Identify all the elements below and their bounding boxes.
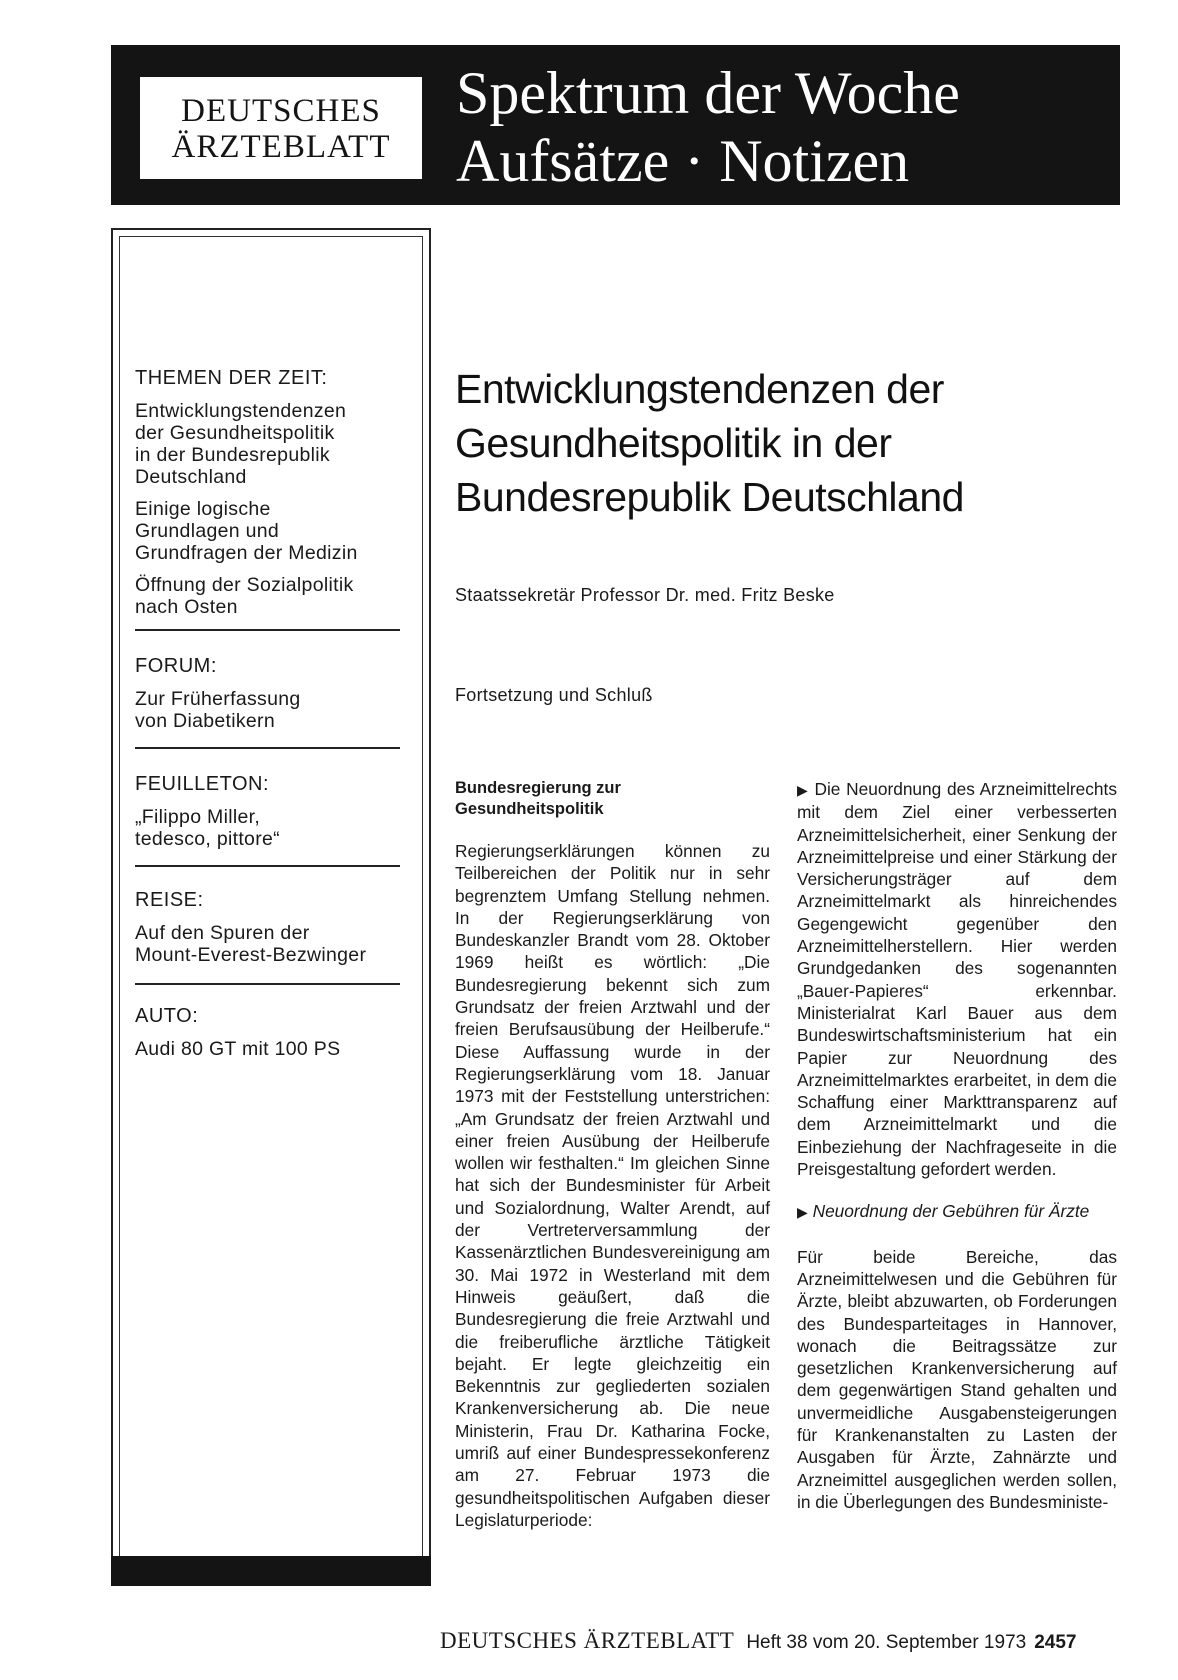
article-paragraph: Für beide Bereiche, das Arzneimittelwesen und die Gebühren für Ärzte, bleibt abzuwarten, ob Forderungen des Bundesparteitages in Hannover, wonach die Beitragssätze zur gesetzlichen Krankenversicherung auf dem gegenwärtigen Stand gehalten und unvermeidliche Ausgabensteigerungen für Krankenanstalten zu Lasten der Ausgaben für Ärzte, Zahnärzte und Arzneimittel ausgeglichen werden sollen, in die Überlegungen des Bundesministe- [797, 1246, 1117, 1512]
section-divider [135, 983, 400, 985]
contents-item[interactable]: Auf den Spuren der Mount-Everest-Bezwinger [135, 922, 367, 966]
section-divider [135, 629, 400, 631]
article-bullet-heading [797, 1200, 1117, 1223]
footer-issue: Heft 38 vom 20. September 1973 [746, 1632, 1027, 1653]
section-auto [135, 1005, 410, 1070]
article-column-2 [797, 778, 1117, 1513]
section-feuilleton [135, 773, 410, 860]
section-divider [135, 747, 400, 749]
section-forum [135, 655, 410, 742]
masthead [111, 45, 1120, 205]
section-divider [135, 865, 400, 867]
section-reise [135, 889, 410, 976]
section-themen [135, 367, 410, 628]
article-paragraph: Regierungserklärungen können zu Teilbereichen der Politik nur in sehr begrenztem Umfang Stellung nehmen. In der Regierungserklärung von Bundeskanzler Brandt vom 28. Oktober 1969 heißt es wörtlich: „Die Bundesregierung bekennt sich zum Grundsatz der freien Arztwahl und der freien Berufsausübung der Heilberufe.“ Diese Auffassung wurde in der Regierungserklärung vom 18. Januar 1973 mit der Feststellung unterstrichen: „Am Grundsatz der freien Arztwahl und einer freien Ausübung der Heilberufe wollen wir festhalten.“ Im gleichen Sinne hat sich der Bundesminister für Arbeit und Sozialordnung, Walter Arendt, auf der Vertreterversammlung der Kassenärztlichen Bundesvereinigung am 30. Mai 1972 in Westerland mit dem Hinweis geäußert, daß die Bundesregierung die freie Arztwahl und die freiberufliche ärztliche Tätigkeit bejaht. Er legte gleichzeitig ein Bekenntnis zur gegliederten sozialen Krankenversicherung ab. Die neue Ministerin, Frau Dr. Katharina Focke, umriß auf einer Bundespressekonferenz am 27. Februar 1973 die gesundheitspolitischen Aufgaben dieser Legislaturperiode: [455, 841, 770, 1530]
contents-item[interactable]: Audi 80 GT mit 100 PS [135, 1038, 341, 1060]
contents-item[interactable]: Entwicklungstendenzen der Gesundheitspolitik in der Bundesrepublik Deutschland [135, 400, 347, 488]
bullet-heading-text: Neuordnung der Gebühren für Ärzte [812, 1201, 1090, 1222]
contents-item[interactable]: Einige logische Grundlagen und Grundfragen der Medizin [135, 498, 358, 564]
section-heading-auto: AUTO: [135, 1005, 199, 1027]
masthead-title-line-1: Spektrum der Woche [456, 60, 960, 126]
section-heading-forum: FORUM: [135, 655, 217, 677]
continuation-note: Fortsetzung und Schluß [455, 685, 653, 705]
journal-logo [140, 77, 422, 179]
sidebar-bottom-bar [111, 1556, 431, 1586]
contents-item[interactable]: Zur Früherfassung von Diabetikern [135, 688, 301, 732]
logo-line-2: ÄRZTEBLATT [171, 129, 391, 165]
triangle-bullet-icon: ▶ [797, 1204, 808, 1221]
section-heading-reise: REISE: [135, 889, 204, 911]
page-number: 2457 [1034, 1632, 1077, 1653]
masthead-title-line-2: Aufsätze · Notizen [456, 128, 910, 194]
page-footer [440, 1628, 1076, 1654]
article-column-1 [455, 778, 770, 1531]
triangle-bullet-icon: ▶ [797, 782, 809, 798]
section-heading-feuilleton: FEUILLETON: [135, 773, 270, 795]
article-subheading: Bundesregierung zur Gesundheitspolitik [455, 779, 621, 818]
article-title: Entwicklungstendenzen der Gesundheitspolitik in der Bundesrepublik Deutschland [455, 366, 964, 520]
logo-line-1: DEUTSCHES [181, 93, 381, 129]
contents-item[interactable]: Öffnung der Sozialpolitik nach Osten [135, 574, 354, 618]
section-heading-themen: THEMEN DER ZEIT: [135, 367, 328, 389]
article-author: Staatssekretär Professor Dr. med. Fritz Beske [455, 585, 835, 605]
bullet-text: Die Neuordnung des Arzneimittelrechts mit dem Ziel einer verbesserten Arzneimittelsicherheit, einer Senkung der Arzneimittelpreise und einer Stärkung der Versicherungsträger auf dem Arzneimittelmarkt als hinreichendes Gegengewicht gegenüber den Arzneimittelherstellern. Hier werden Grundgedanken des sogenannten „Bauer-Papieres“ erkennbar. Ministerialrat Karl Bauer aus dem Bundeswirtschaftsministerium hat ein Papier zur Neuordnung des Arzneimittelmarktes erarbeitet, in dem die Schaffung einer Markttransparenz auf dem Arzneimittelmarkt und die Einbeziehung der Nachfrageseite in die Preisgestaltung gefordert werden. [797, 779, 1117, 1180]
contents-item[interactable]: „Filippo Miller, tedesco, pittore“ [135, 806, 280, 850]
footer-journal-name: DEUTSCHES ÄRZTEBLATT [440, 1628, 735, 1653]
article-bullet-paragraph [797, 778, 1117, 1180]
